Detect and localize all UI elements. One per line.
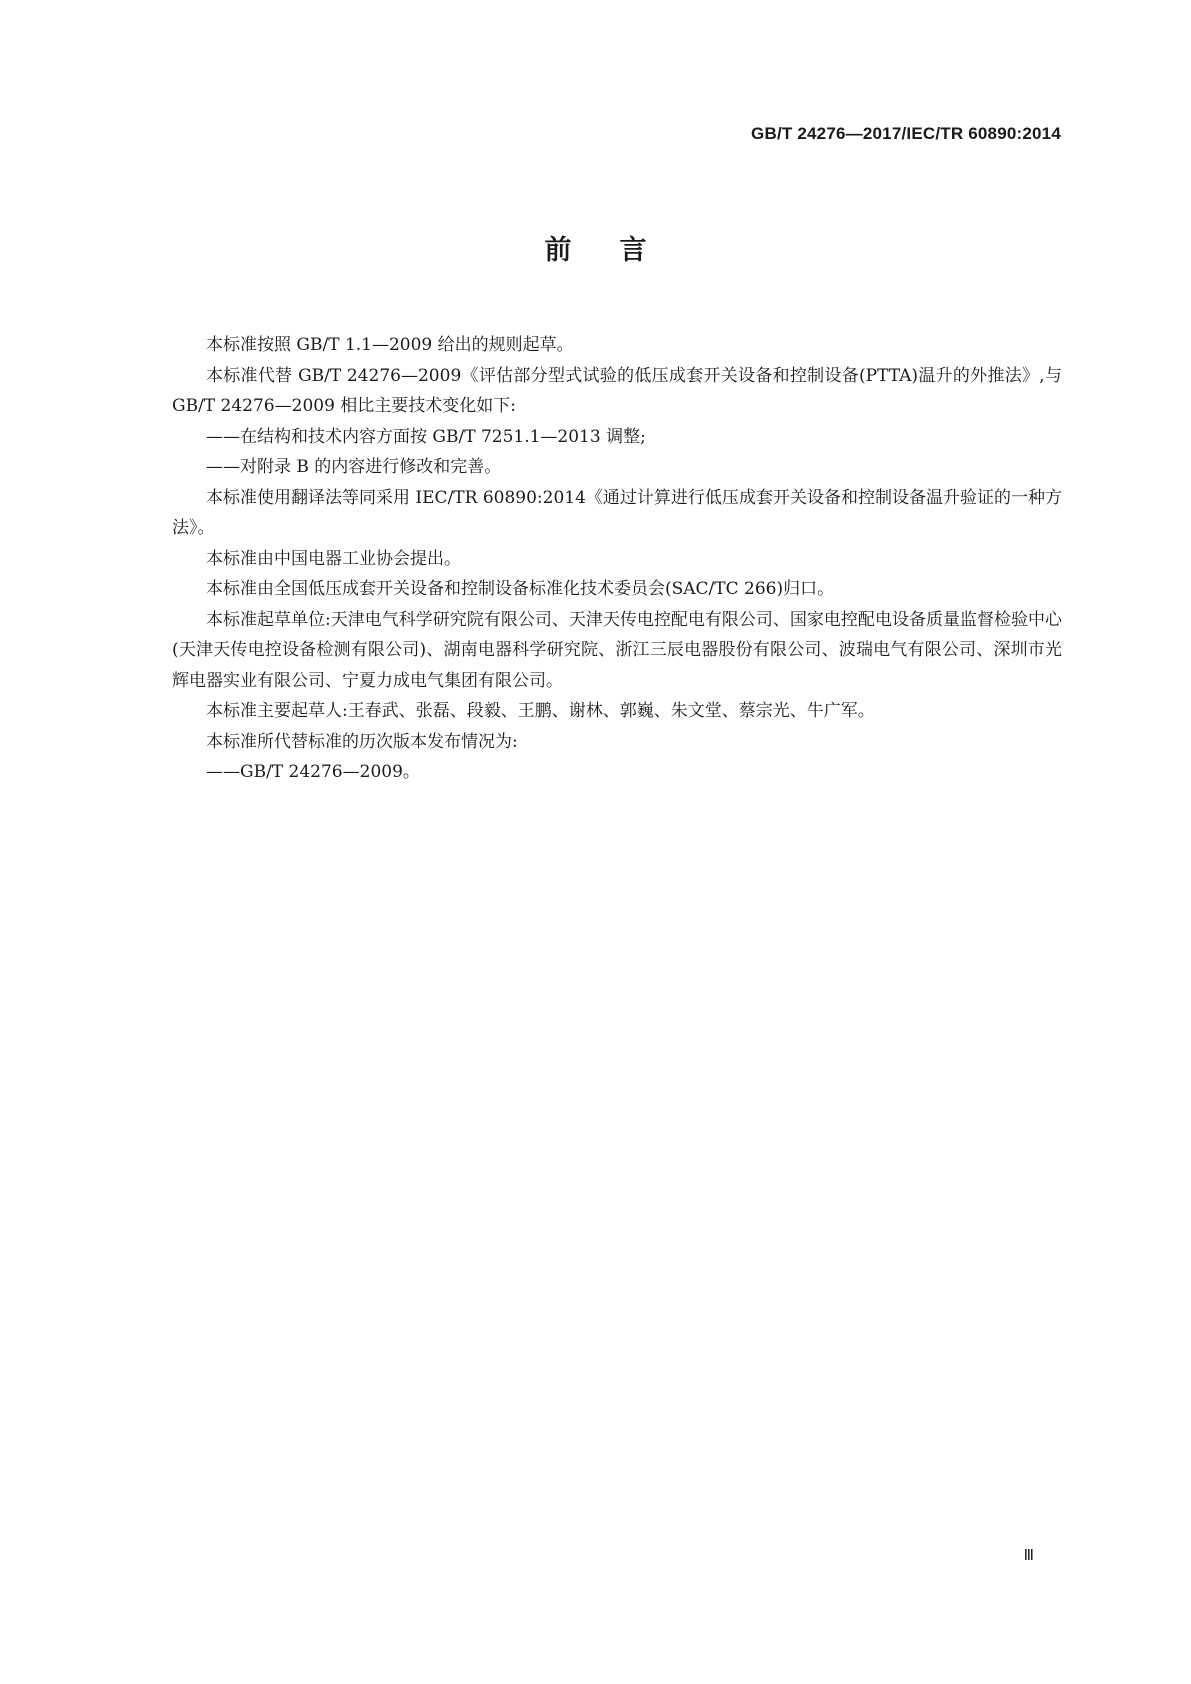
page-number: Ⅲ bbox=[1023, 1548, 1033, 1564]
paragraph-replacement: 本标准代替 GB/T 24276—2009《评估部分型式试验的低压成套开关设备和控制设备(PTTA)温升的外推法》,与 GB/T 24276—2009 相比主要技术变化如下: bbox=[172, 365, 1062, 416]
paragraph-drafting-rules: 本标准按照 GB/T 1.1—2009 给出的规则起草。 bbox=[206, 335, 574, 355]
paragraph-version-history: 本标准所代替标准的历次版本发布情况为: bbox=[206, 731, 518, 752]
paragraph-drafting-units: 本标准起草单位:天津电气科学研究院有限公司、天津天传电控配电有限公司、国家电控配电设备质量监督检验中心(天津天传电控设备检测有限公司)、湖南电器科学研究院、浙江三辰电器股份有限公司、波瑞电气有限公司、深圳市光辉电器实业有限公司、宁夏力成电气集团有限公司。 bbox=[172, 609, 1062, 691]
page-title: 前言 bbox=[544, 235, 695, 266]
paragraph-drafters: 本标准主要起草人:王春武、张磊、段毅、王鹏、谢林、郭巍、朱文堂、蔡宗光、牛广军。 bbox=[206, 701, 875, 721]
list-item-change-2: ——对附录 B 的内容进行修改和完善。 bbox=[206, 457, 502, 477]
standard-number-header: GB/T 24276—2017/IEC/TR 60890:2014 bbox=[751, 124, 1061, 143]
paragraph-adoption: 本标准使用翻译法等同采用 IEC/TR 60890:2014《通过计算进行低压成套开关设备和控制设备温升验证的一种方法》。 bbox=[172, 487, 1062, 538]
list-item-change-1: ——在结构和技术内容方面按 GB/T 7251.1—2013 调整; bbox=[206, 426, 646, 447]
paragraph-proposer: 本标准由中国电器工业协会提出。 bbox=[206, 548, 461, 569]
list-item-previous-version: ——GB/T 24276—2009。 bbox=[206, 762, 420, 782]
foreword-body bbox=[172, 330, 1062, 788]
paragraph-committee: 本标准由全国低压成套开关设备和控制设备标准化技术委员会(SAC/TC 266)归口。 bbox=[206, 579, 835, 599]
